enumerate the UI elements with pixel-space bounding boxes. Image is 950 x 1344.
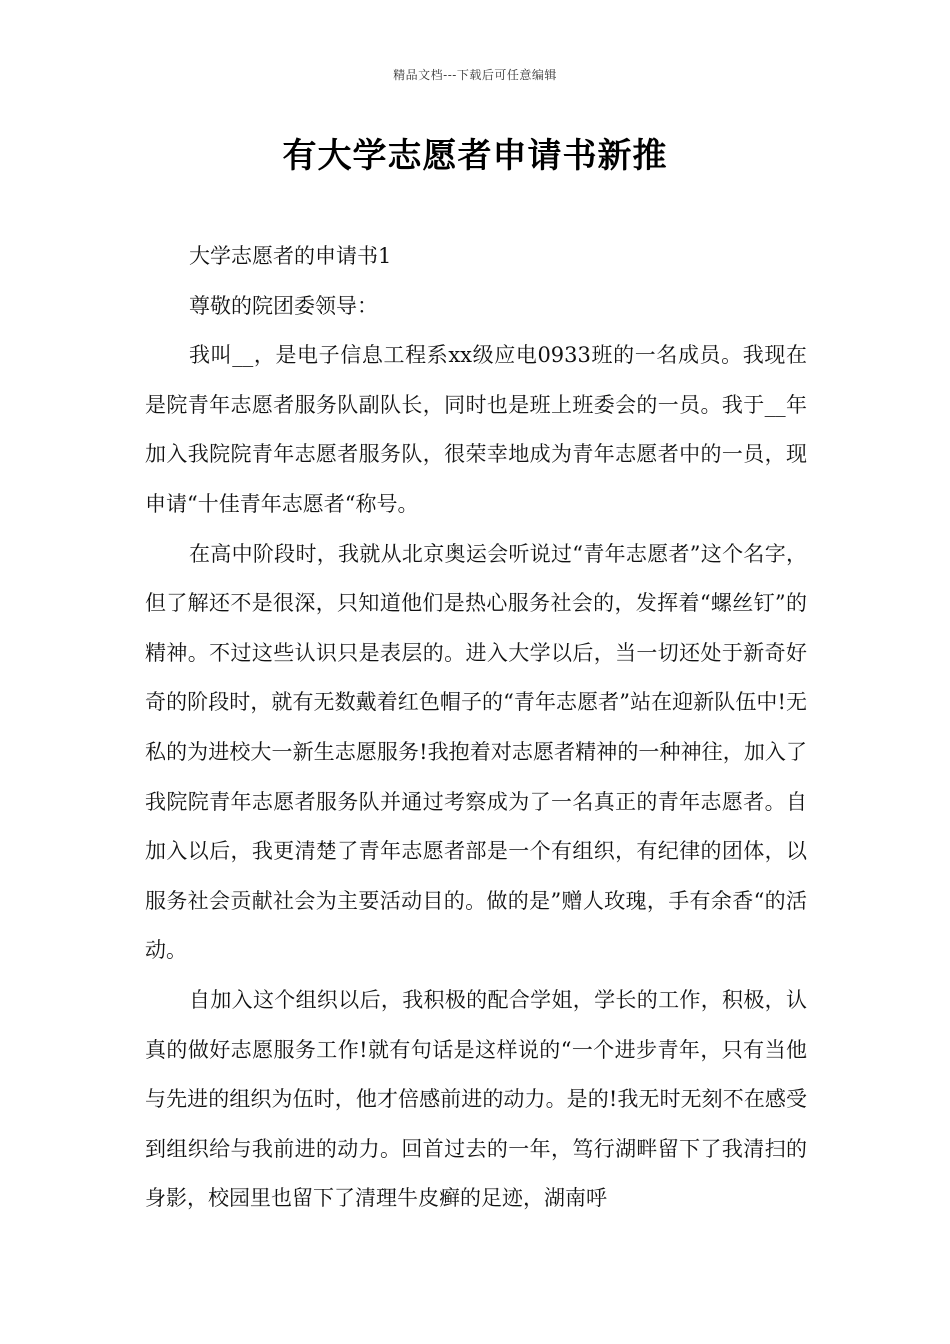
paragraph-subtitle: 大学志愿者的申请书1 (189, 244, 392, 268)
paragraph-salutation: 尊敬的院团委领导： (189, 293, 378, 318)
header-note: 精品文档---下载后可任意编辑 (393, 68, 557, 82)
paragraph-high-school: 在高中阶段时，我就从北京奥运会听说过“青年志愿者”这个名字，但了解还不是很深，只知道他们是热心服务社会的，发挥着“螺丝钉”的精神。不过这些认识只是表层的。进入大学以后，当一切还处于新奇好奇的阶段时，就有无数戴着红色帽子的“青年志愿者”站在迎新队伍中!无私的为进校大一新生志愿服务!我抱着对志愿者精神的一种神往，加入了我院院青年志愿者服务队并通过考察成为了一名真正的青年志愿者。自加入以后，我更清楚了青年志愿者部是一个有组织，有纪律的团体，以服务社会贡献社会为主要活动目的。做的是”赠人玫瑰，手有余香“的活动。 (145, 541, 807, 963)
paragraph-activities: 自加入这个组织以后，我积极的配合学姐，学长的工作，积极，认真的做好志愿服务工作!就有句话是这样说的“一个进步青年，只有当他与先进的组织为伍时，他才倍感前进的动力。是的!我无时无刻不在感受到组织给与我前进的动力。回首过去的一年，笃行湖畔留下了我清扫的身影，校园里也留下了清理牛皮癣的足迹，湖南呼 (145, 987, 807, 1211)
paragraph-introduction: 我叫__，是电子信息工程系xx级应电0933班的一名成员。我现在是院青年志愿者服务队副队长，同时也是班上班委会的一员。我于__年加入我院院青年志愿者服务队，很荣幸地成为青年志愿者中的一员，现申请“十佳青年志愿者“称号。 (145, 343, 807, 516)
document-title: 有大学志愿者申请书新推 (282, 136, 668, 176)
document-body (145, 232, 807, 1224)
